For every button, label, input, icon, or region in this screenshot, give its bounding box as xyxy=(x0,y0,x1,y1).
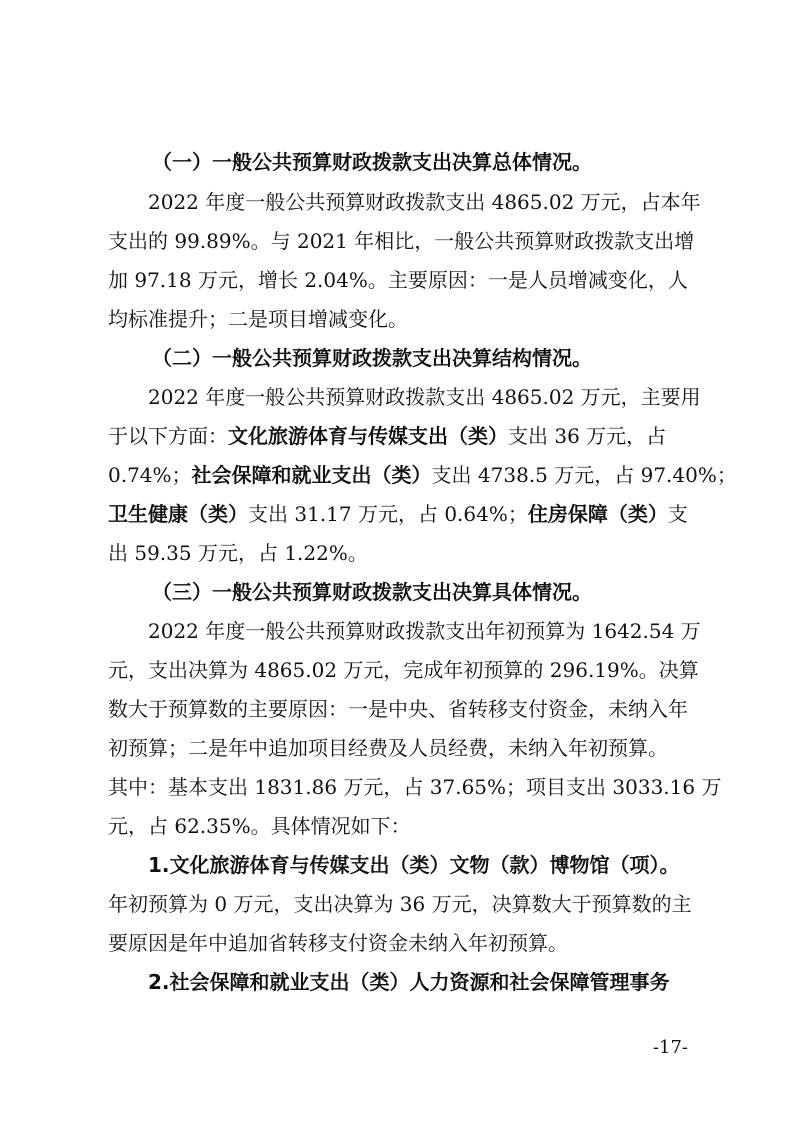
section-1-paragraph-line: 均标准提升；二是项目增减变化。 xyxy=(108,307,408,331)
section-1-heading: （一）一般公共预算财政拨款支出决算总体情况。 xyxy=(152,150,592,174)
section-2-heading: （二）一般公共预算财政拨款支出决算结构情况。 xyxy=(152,346,592,370)
section-2-paragraph-line: 2022 年度一般公共预算财政拨款支出 4865.02 万元，主要用 xyxy=(148,385,701,409)
text-run: 于以下方面： xyxy=(108,424,228,448)
text-run: 0.74%； xyxy=(108,463,192,487)
text-run: 支 xyxy=(667,502,688,526)
section-2-paragraph-line xyxy=(108,421,693,451)
section-3-paragraph-line: 初预算；二是年中追加项目经费及人员经费，未纳入年初预算。 xyxy=(108,736,668,760)
section-3-heading: （三）一般公共预算财政拨款支出决算具体情况。 xyxy=(152,580,592,604)
section-1-paragraph-line: 支出的 99.89%。与 2021 年相比，一般公共预算财政拨款支出增 xyxy=(108,229,695,253)
category-label: 文化旅游体育与传媒支出（类） xyxy=(228,424,508,448)
item-1-paragraph-line: 要原因是年中追加省转移支付资金未纳入年初预算。 xyxy=(108,931,568,955)
category-label: 社会保障和就业支出（类） xyxy=(191,463,432,487)
text-run: 支出 4738.5 万元，占 97.40%； xyxy=(431,463,737,487)
section-3-paragraph-line: 其中：基本支出 1831.86 万元，占 37.65%；项目支出 3033.16 万 xyxy=(108,775,722,799)
section-1-paragraph-line: 加 97.18 万元，增长 2.04%。主要原因：一是人员增减变化，人 xyxy=(108,268,688,292)
text-run: 支出 31.17 万元，占 0.64%； xyxy=(248,502,528,526)
section-3-paragraph-line: 元，支出决算为 4865.02 万元，完成年初预算的 296.19%。决算 xyxy=(108,658,699,682)
section-2-paragraph-line xyxy=(108,499,693,529)
item-2-heading: 2.社会保障和就业支出（类）人力资源和社会保障管理事务 xyxy=(148,970,670,994)
page-number: -17- xyxy=(652,1037,688,1058)
text-run: 支出 36 万元，占 xyxy=(508,424,667,448)
item-1-heading: 1.文化旅游体育与传媒支出（类）文物（款）博物馆（项）。 xyxy=(148,853,680,877)
section-1-paragraph-line: 2022 年度一般公共预算财政拨款支出 4865.02 万元，占本年 xyxy=(148,190,701,214)
item-1-paragraph-line: 年初预算为 0 万元，支出决算为 36 万元，决算数大于预算数的主 xyxy=(108,892,692,916)
category-label: 卫生健康（类） xyxy=(108,502,248,526)
category-label: 住房保障（类） xyxy=(527,502,668,526)
section-3-paragraph-line: 数大于预算数的主要原因：一是中央、省转移支付资金，未纳入年 xyxy=(108,697,688,721)
section-3-paragraph-line: 2022 年度一般公共预算财政拨款支出年初预算为 1642.54 万 xyxy=(148,619,701,643)
section-3-paragraph-line: 元，占 62.35%。具体情况如下： xyxy=(108,814,411,838)
section-2-paragraph-line: 出 59.35 万元，占 1.22%。 xyxy=(108,541,368,565)
section-2-paragraph-line xyxy=(108,460,737,490)
